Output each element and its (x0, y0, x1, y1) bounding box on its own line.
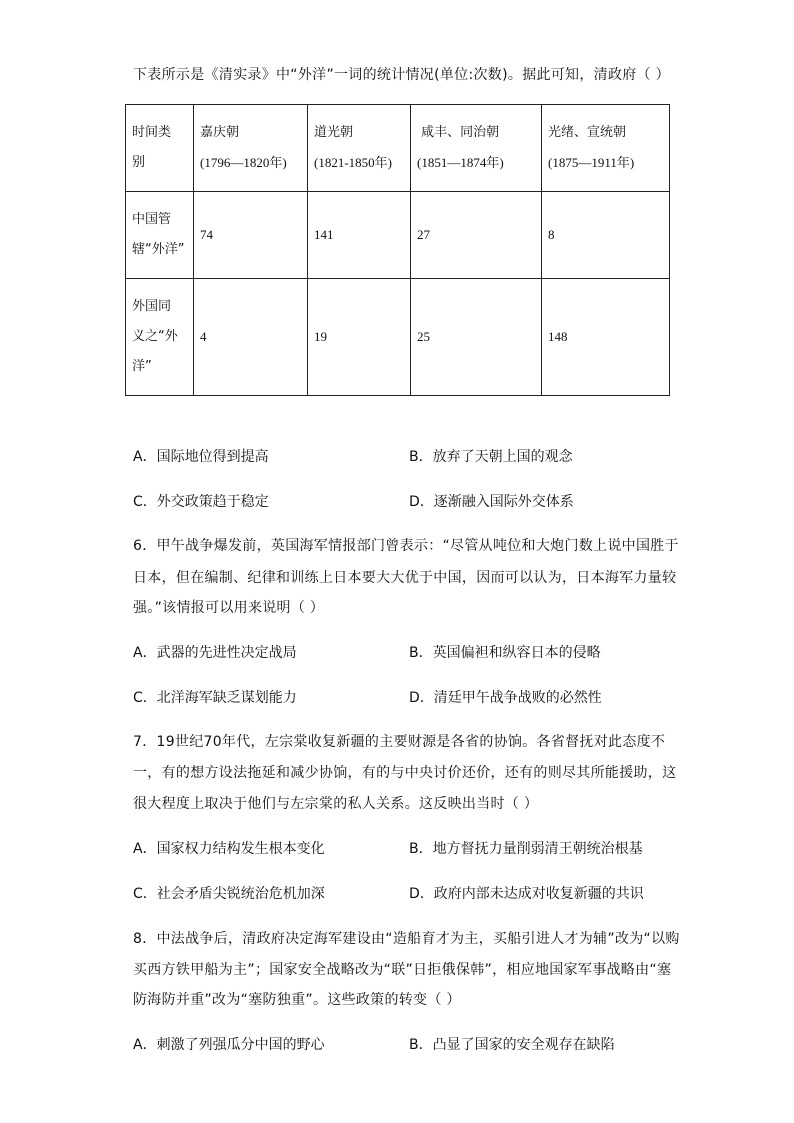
header-cell-guangxu-xuantong (542, 105, 670, 192)
reign-name: 咸丰、同治朝 (417, 125, 500, 140)
row-label-cell (126, 279, 194, 396)
q7-option-a: A．国家权力结构发生根本变化 (133, 841, 325, 857)
header-cell-daoguang (308, 105, 411, 192)
q6-option-c: C．北洋海军缺乏谋划能力 (133, 690, 297, 706)
q6-option-a: A．武器的先进性决定战局 (133, 645, 297, 661)
reign-years: (1821-1850年) (314, 155, 392, 170)
q6-stem-line: 日本，但在编制、纪律和训练上日本要大大优于中国，因而可以认为，日本海军力量较 (133, 570, 677, 586)
row-label-line: 外国同 (132, 299, 172, 314)
table-row (126, 279, 670, 396)
q8-stem-line: 8．中法战争后，清政府决定海军建设由“造船育才为主，买船引进人才为辅”改为“以购 (133, 931, 680, 947)
reign-years: (1796—1820年) (200, 155, 287, 170)
table-cell: 4 (194, 279, 308, 396)
q5-option-b: B．放弃了天朝上国的观念 (409, 449, 573, 465)
row-label-line: 义之“外 (132, 329, 178, 344)
header-category-line: 别 (132, 155, 146, 170)
table-cell: 25 (411, 279, 542, 396)
table-cell: 8 (542, 192, 670, 279)
q7-option-c: C．社会矛盾尖锐统治危机加深 (133, 886, 325, 902)
q6-stem-line: 强。”该情报可以用来说明（ ） (133, 600, 325, 616)
row-label-line: 中国管 (132, 212, 172, 227)
table-row (126, 192, 670, 279)
reign-name: 光绪、宣统朝 (548, 125, 627, 140)
reign-name: 嘉庆朝 (200, 125, 240, 140)
table-cell: 148 (542, 279, 670, 396)
q6-stem-line: 6．甲午战争爆发前，英国海军情报部门曾表示：“尽管从吨位和大炮门数上说中国胜于 (133, 538, 679, 554)
table-cell: 141 (308, 192, 411, 279)
q8-option-b: B．凸显了国家的安全观存在缺陷 (409, 1037, 615, 1053)
table-header-row (126, 105, 670, 192)
header-category-line: 时间类 (132, 125, 172, 140)
q7-option-d: D．政府内部未达成对收复新疆的共识 (409, 886, 644, 902)
row-label-line: 辖“外洋” (132, 242, 185, 257)
header-cell-jiaqing (194, 105, 308, 192)
q8-stem-line: 防海防并重”改为“塞防独重”。这些政策的转变（ ） (133, 992, 461, 1008)
q8-option-a: A．刺激了列强瓜分中国的野心 (133, 1037, 325, 1053)
row-label-cell (126, 192, 194, 279)
reign-years: (1875—1911年) (548, 155, 635, 170)
q7-stem-line: 很大程度上取决于他们与左宗棠的私人关系。这反映出当时（ ） (133, 796, 539, 812)
q6-option-b: B．英国偏袒和纵容日本的侵略 (409, 645, 601, 661)
q7-stem-line: 一，有的想方设法拖延和减少协饷，有的与中央讨价还价，还有的则尽其所能援助，这 (133, 765, 677, 781)
reign-name: 道光朝 (314, 125, 354, 140)
header-cell-category (126, 105, 194, 192)
statistics-table (125, 104, 670, 396)
q5-option-a: A．国际地位得到提高 (133, 449, 269, 465)
table-cell: 74 (194, 192, 308, 279)
q7-option-b: B．地方督抚力量削弱清王朝统治根基 (409, 841, 643, 857)
row-label-line: 洋” (132, 359, 152, 374)
q5-stem: 下表所示是《清实录》中“外洋”一词的统计情况(单位:次数)。据此可知，清政府（ ） (133, 67, 670, 83)
q8-stem-line: 买西方铁甲船为主”；国家安全战略改为“联”日拒俄保韩”，相应地国家军事战略由“塞 (133, 962, 672, 978)
q5-option-d: D．逐渐融入国际外交体系 (409, 494, 574, 510)
header-cell-xianfeng-tongzhi (411, 105, 542, 192)
q5-option-c: C．外交政策趋于稳定 (133, 494, 269, 510)
q7-stem-line: 7．19世纪70年代，左宗棠收复新疆的主要财源是各省的协饷。各省督抚对此态度不 (133, 734, 666, 750)
table-cell: 27 (411, 192, 542, 279)
reign-years: (1851—1874年) (417, 155, 504, 170)
table-cell: 19 (308, 279, 411, 396)
q6-option-d: D．清廷甲午战争战败的必然性 (409, 690, 602, 706)
